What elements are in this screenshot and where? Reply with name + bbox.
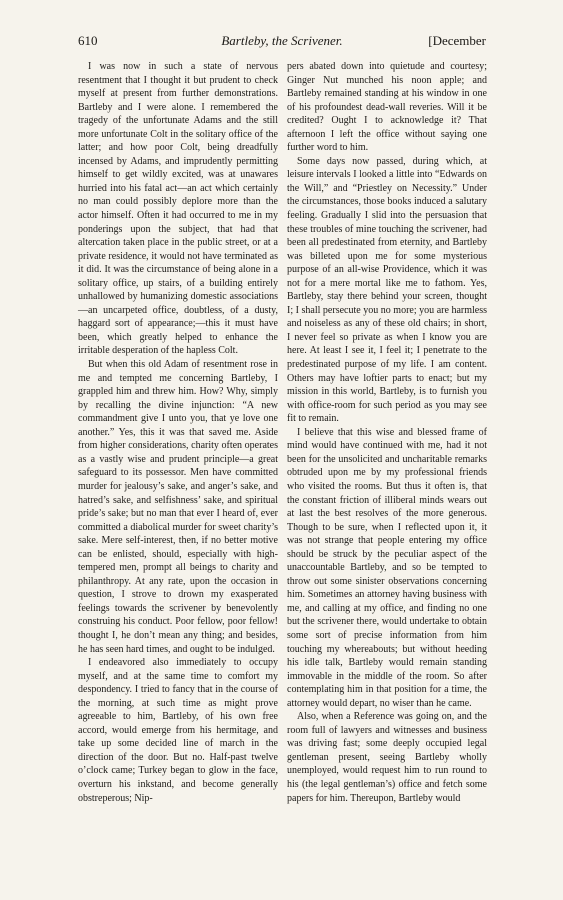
paragraph: I believe that this wise and blessed frame of mind would have continued with me, had it not been for the unsolicited and uncharitable remarks obtruded upon me by my professional friends who visited the rooms. But thus it often is, that the constant friction of illiberal minds wears out at last the best resolves of the more generous. Though to be sure, when I reflected upon it, it was not strange that people entering my office should be struck by the peculiar aspect of the unaccountable Bartleby, and so be tempted to throw out some sinister observations concerning him. Sometimes an attorney having business with me, and calling at my office, and finding no one but the scrivener there, would undertake to obtain some sort of precise information from him touching my whereabouts; but without heeding his idle talk, Bartleby would remain standing immovable in the middle of the room. So after contemplating him in that position for a time, the attorney would depart, no wiser than he came. <box>287 426 487 709</box>
paragraph: I was now in such a state of nervous resentment that I thought it but prudent to check myself at present from further demonstrations. Bartleby and I were alone. I remembered the tragedy of the unfortunate Adams and the still more unfortunate Colt in the solitary office of the latter; and how poor Colt, being dreadfully incensed by Adams, and imprudently permitting himself to get wildly excited, was at unawares hurried into his fatal act—an act which certainly no man could possibly deplore more than the actor himself. Often it had occurred to me in my ponderings upon the subject, that had that altercation taken place in the public street, or at a private residence, it would not have terminated as it did. It was the circumstance of being alone in a solitary office, up stairs, of a building entirely unhallowed by humanizing domestic associations—an uncarpeted office, doubtless, of a dusty, haggard sort of appearance;—this it must have been, which greatly helped to enhance the irritable desperation of the hapless Colt. <box>78 61 278 357</box>
page-number: 610 <box>78 33 98 48</box>
paragraph: Some days now passed, during which, at leisure intervals I looked a little into “Edwards on the Will,” and “Priestley on Necessity.” Under the circumstances, those books induced a salutary feeling. Gradually I slid into the persuasion that these troubles of mine touching the scrivener, had been all predestinated from eternity, and Bartleby was billeted upon me for some mysterious purpose of an all-wise Providence, which it was not for a mere mortal like me to fathom. Yes, Bartleby, stay there behind your screen, thought I; I shall persecute you no more; you are harmless and noiseless as any of these old chairs; in short, I never feel so private as when I know you are here. At least I see it, I feel it; I penetrate to the predestinated purpose of my life. I am content. Others may have loftier parts to enact; but my mission in this world, Bartleby, is to furnish you with office-room for such period as you may see fit to remain. <box>287 155 487 425</box>
issue-month: [December <box>428 33 486 48</box>
left-column <box>78 60 278 805</box>
paragraph: Also, when a Reference was going on, and the room full of lawyers and witnesses and business was driving fast; some deeply occupied legal gentleman present, seeing Bartleby wholly unemployed, would request him to run round to his (the legal gentleman’s) office and fetch some papers for him. Thereupon, Bartleby would <box>287 711 487 804</box>
paragraph-continued: pers abated down into quietude and courtesy; Ginger Nut munched his noon apple; and Bartleby remained standing at his window in one of his profoundest dead-wall reveries. Will it be credited? Ought I to acknowledge it? That afternoon I left the office without saying one further word to him. <box>287 61 487 154</box>
running-header <box>78 33 486 51</box>
paragraph: But when this old Adam of resentment rose in me and tempted me concerning Bartleby, I grappled him and threw him. How? Why, simply by recalling the divine injunction: “A new commandment give I unto you, that ye love one another.” Yes, this it was that saved me. Aside from higher considerations, charity often operates as a vastly wise and prudent principle—a great safeguard to its possessor. Men have committed murder for jealousy’s sake, and anger’s sake, and hatred’s sake, and selfishness’ sake, and spiritual pride’s sake; but no man that ever I heard of, ever committed a diabolical murder for sweet charity’s sake. Mere self-interest, then, if no better motive can be enlisted, should, especially with high-tempered men, prompt all beings to charity and philanthropy. At any rate, upon the occasion in question, I strove to drown my exasperated feelings towards the scrivener by benevolently construing his conduct. Poor fellow, poor fellow! thought I, he don’t mean any thing; and besides, he has seen hard times, and ought to be indulged. <box>78 359 278 655</box>
paragraph: I endeavored also immediately to occupy myself, and at the same time to comfort my despondency. I tried to fancy that in the course of the morning, at such time as might prove agreeable to him, Bartleby, of his own free accord, would emerge from his hermitage, and take up some decided line of march in the direction of the door. But no. Half-past twelve o’clock came; Turkey began to glow in the face, overturn his inkstand, and become generally obstreperous; Nip- <box>78 657 278 804</box>
right-column <box>287 60 487 805</box>
running-title: Bartleby, the Scrivener. <box>221 33 343 48</box>
